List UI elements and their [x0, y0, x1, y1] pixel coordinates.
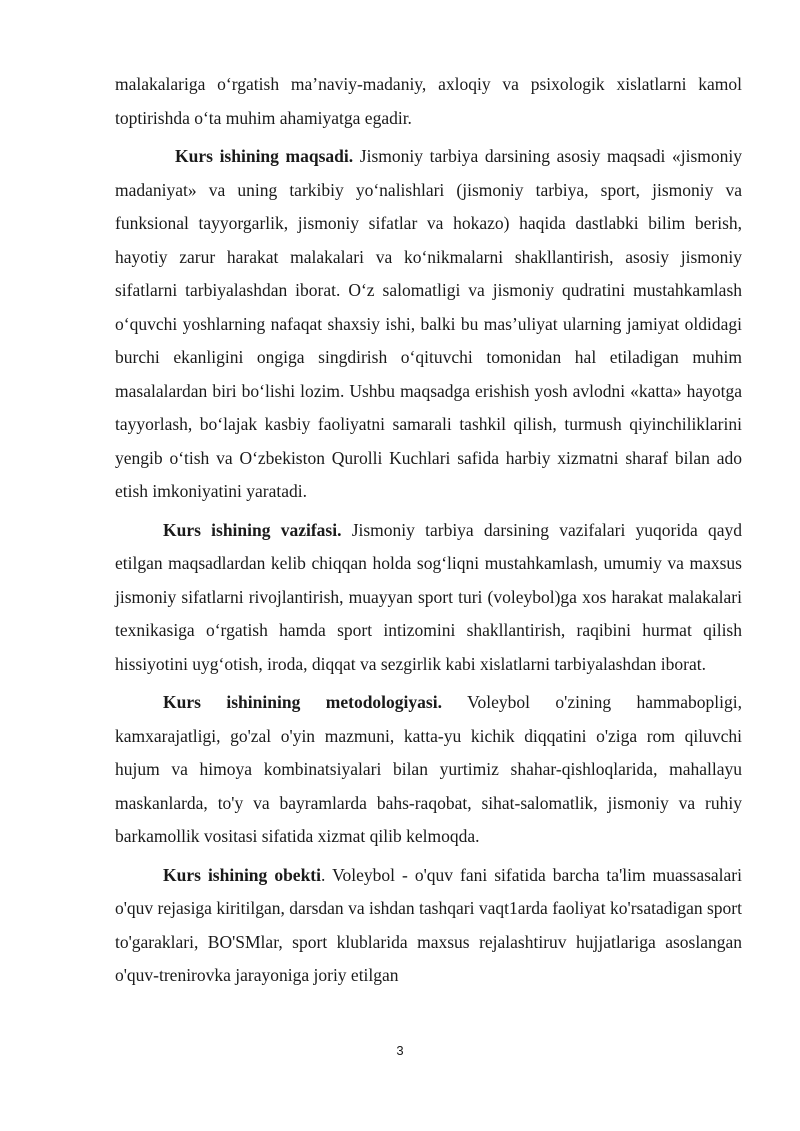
paragraph-kurs-metodologiyasi: [115, 686, 742, 854]
paragraph-kurs-maqsadi: [115, 140, 742, 509]
paragraph-intro-continuation: [115, 68, 742, 135]
paragraph-kurs-vazifasi: [115, 514, 742, 682]
section-heading-metodologiyasi: Kurs ishinining metodologiyasi.: [163, 692, 442, 712]
paragraph-text: . Voleybol - o'quv fani sifatida barcha ta'lim muassasalari o'quv rejasiga kiritilgan, darsdan va ishdan tashqari vaqt1arda faoliyat ko'rsatadigan sport to'garaklari, BO'SMlar, sport klublarida maxsus rejalashtiruv hujjatlariga asoslangan o'quv-trenirovka jarayoniga joriy etilgan: [115, 864, 742, 985]
paragraph-text: Voleybol o'zining hammabopligi, kamxarajatligi, go'zal o'yin mazmuni, katta-yu kichik diqqatini o'ziga rom qiluvchi hujum va himoya kombinatsiyalari bilan yurtimiz shahar-qishloqlarida, mahallayu maskanlarda, to'y va bayramlarda bahs-raqobat, sihat-salomatlik, jismoniy va ruhiy barkamollik vositasi sifatida xizmat qilib kelmoqda.: [115, 692, 742, 846]
section-heading-vazifasi: Kurs ishining vazifasi.: [163, 519, 342, 540]
paragraph-text: Jismoniy tarbiya darsining vazifalari yuqorida qayd etilgan maqsadlardan kelib chiqqan holda sog‘liqni mustahkamlash, umumiy va maxsus jismoniy sifatlarni rivojlantirish, muayyan sport turi (voleybol)ga xos harakat malakalari texnikasiga o‘rgatish hamda sport intizomini shakllantirish, raqibini hurmat qilish hissiyotini uyg‘otish, iroda, diqqat va sezgirlik kabi xislatlarni tarbiyalashdan iborat.: [115, 519, 742, 674]
paragraph-kurs-obekti: [115, 859, 742, 993]
section-heading-maqsadi: Kurs ishining maqsadi.: [175, 146, 354, 166]
page-number: 3: [396, 1043, 404, 1058]
section-heading-obekti: Kurs ishining obekti: [163, 864, 321, 885]
paragraph-text: malakalariga o‘rgatish ma’naviy-madaniy, axloqiy va psixologik xislatlarni kamol toptirishda o‘ta muhim ahamiyatga egadir.: [115, 74, 742, 128]
paragraph-text: Jismoniy tarbiya darsining asosiy maqsadi «jismoniy madaniyat» va uning tarkibiy yo‘nalishlari (jismoniy tarbiya, sport, jismoniy va funksional tayyorgarlik, jismoniy sifatlar va hokazo) haqida dastlabki bilim berish, hayotiy zarur harakat malakalari va ko‘nikmalarni shakllantirish, asosiy jismoniy sifatlarni tarbiyalashdan iborat. O‘z salomatligi va jismoniy qudratini mustahkamlash o‘quvchi yoshlarning nafaqat shaxsiy ishi, balki bu mas’uliyat ularning jamiyat oldidagi burchi ekanligini ongiga singdirish o‘qituvchi tomonidan hal etiladigan muhim masalalardan biri bo‘lishi lozim. Ushbu maqsadga erishish yosh avlodni «katta» hayotga tayyorlash, bo‘lajak kasbiy faoliyatni samarali tashkil qilish, turmush qiyinchiliklarini yengib o‘tish va O‘zbekiston Qurolli Kuchlari safida harbiy xizmatni sharaf bilan ado etish imkoniyatini yaratadi.: [115, 146, 742, 501]
